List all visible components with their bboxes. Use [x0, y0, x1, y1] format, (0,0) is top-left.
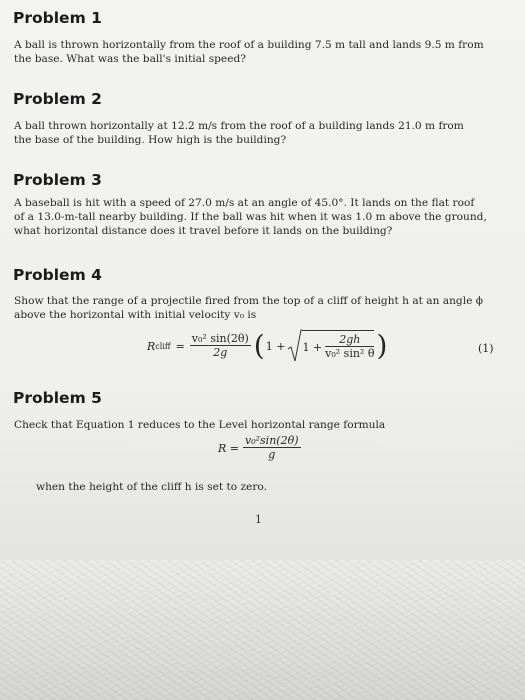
eq1-radicand [302, 330, 374, 361]
problem-4-line: Show that the range of a projectile fired from the top of a cliff of height h at an angle ϕ [14, 295, 483, 307]
problem-1-text [14, 38, 494, 66]
eq1-equals: = [175, 339, 185, 353]
eq1-fraction [190, 332, 251, 360]
problem-5-line: Check that Equation 1 reduces to the Level horizontal range formula [14, 419, 386, 431]
eq1-lhs-subscript: cliff [155, 341, 171, 351]
eq1-inner-one-plus: 1 + [302, 340, 323, 354]
equation-number: (1) [478, 342, 494, 355]
problem-4-text [14, 294, 494, 322]
problem-1-line: the base. What was the ball's initial speed? [14, 53, 246, 65]
problem-1-title: Problem 1 [13, 9, 102, 27]
problem-4-line: above the horizontal with initial velocity v₀ is [14, 309, 257, 321]
equation-1 [147, 329, 387, 363]
problem-3-line: of a 13.0-m-tall nearby building. If the ball was hit when it was 1.0 m above the ground, [14, 211, 487, 223]
problem-3-text [14, 196, 494, 238]
problem-2-line: the base of the building. How high is the building? [14, 134, 287, 146]
eq1-denominator: 2g [213, 346, 228, 359]
page-number: 1 [255, 513, 262, 526]
eq1-close-paren: ) [376, 329, 388, 362]
eq1-lhs: R [147, 339, 156, 353]
closing-line: when the height of the cliff h is set to zero. [36, 481, 267, 493]
equation-2 [218, 434, 301, 462]
eq2-fraction [243, 434, 301, 462]
eq2-denominator: g [268, 448, 276, 461]
eq2-lhs: R = [218, 441, 239, 455]
eq1-numerator: v₀² sin(2θ) [191, 332, 249, 345]
problem-5-title: Problem 5 [13, 389, 102, 407]
problem-3-line: A baseball is hit with a speed of 27.0 m/s at an angle of 45.0°. It lands on the flat roof [14, 197, 475, 209]
eq1-one-plus: 1 + [265, 339, 286, 353]
problem-3-title: Problem 3 [13, 171, 102, 189]
square-root-icon [288, 329, 302, 363]
problem-2-title: Problem 2 [13, 90, 102, 108]
eq1-inner-fraction [325, 333, 374, 361]
problem-4-title: Problem 4 [13, 266, 102, 284]
eq1-open-paren: ( [253, 329, 265, 362]
problem-2-text [14, 119, 494, 147]
carpet-background [0, 560, 525, 700]
eq1-inner-numerator: 2gh [325, 333, 374, 347]
closing-text [36, 480, 516, 494]
problem-3-line: what horizontal distance does it travel before it lands on the building? [14, 225, 393, 237]
problem-1-line: A ball is thrown horizontally from the roof of a building 7.5 m tall and lands 9.5 m from [14, 39, 484, 51]
eq2-numerator: v₀²sin(2θ) [245, 434, 299, 447]
problem-5-text [14, 418, 494, 432]
problem-2-line: A ball thrown horizontally at 12.2 m/s from the roof of a building lands 21.0 m from [14, 120, 464, 132]
eq1-inner-denominator: v₀² sin² θ [325, 347, 375, 360]
